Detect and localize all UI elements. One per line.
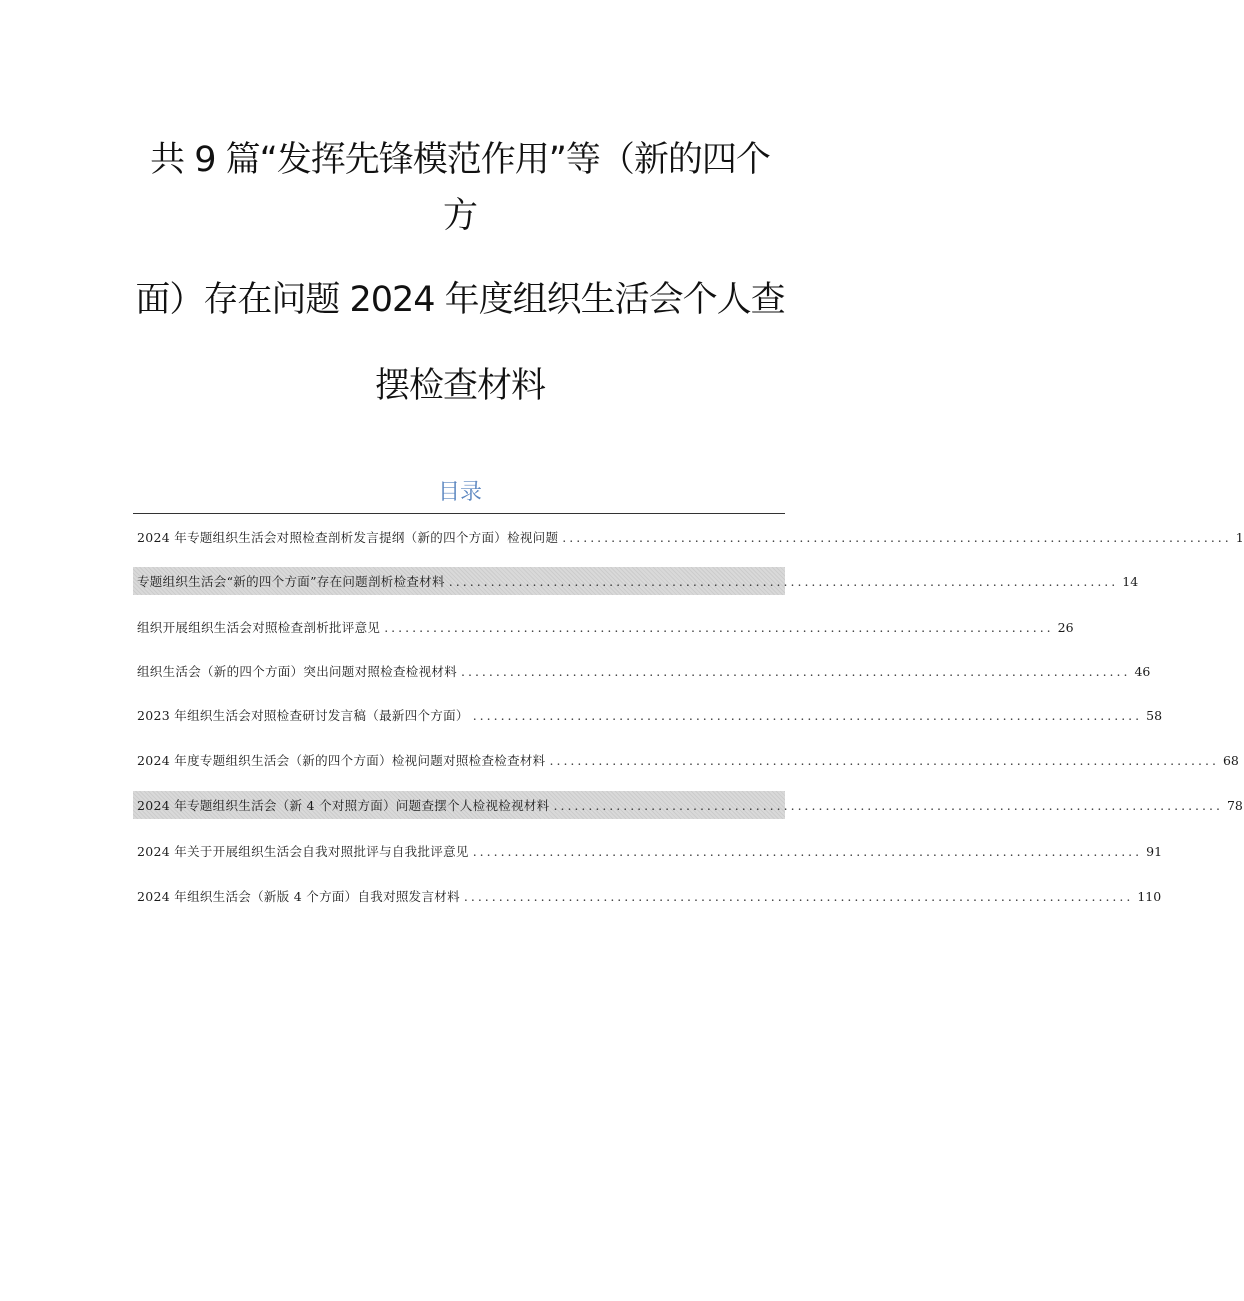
toc-leader-dots: ................................................................................................ <box>472 707 1143 723</box>
toc-leader-dots: ................................................................................................ <box>549 752 1219 768</box>
toc-entry-page: 58 <box>1146 707 1163 723</box>
toc-entry-text: 组织开展组织生活会对照检查剖析批评意见 <box>137 620 381 635</box>
toc-entry-page: 14 <box>1122 573 1139 589</box>
title-line-3: 面）存在问题 2024 年度组织生活会个人查 <box>135 280 785 320</box>
toc-entry-page: 91 <box>1146 843 1163 859</box>
toc-entry-2[interactable] <box>133 567 1139 595</box>
toc-divider <box>133 513 785 514</box>
title-line-4: 摆检查材料 <box>374 366 545 406</box>
toc-entry-page: 46 <box>1134 663 1151 679</box>
toc-entry-text: 2024 年组织生活会（新版 4 个方面）自我对照发言材料 <box>137 889 460 904</box>
toc-leader-dots: ................................................................................................ <box>461 663 1131 679</box>
toc-leader-dots: ................................................................................................ <box>472 843 1143 859</box>
title-line-1: 共 9 篇“发挥先锋模范作用”等（新的四个 <box>150 140 770 180</box>
toc-heading: 目录 <box>437 480 482 505</box>
toc-leader-dots: ................................................................................................ <box>562 529 1232 545</box>
toc-entry-6[interactable] <box>133 746 1239 774</box>
toc-entry-text: 2024 年度专题组织生活会（新的四个方面）检视问题对照检查检查材料 <box>137 753 546 768</box>
toc-entry-text: 2024 年专题组织生活会（新 4 个对照方面）问题查摆个人检视检视材料 <box>137 798 550 813</box>
toc-entry-page: 68 <box>1222 752 1239 768</box>
toc-leader-dots: ................................................................................................ <box>463 888 1134 904</box>
toc-entry-page: 1 <box>1235 529 1244 545</box>
toc-entry-text: 2024 年关于开展组织生活会自我对照批评与自我批评意见 <box>137 844 469 859</box>
toc-entry-3[interactable] <box>133 613 1074 641</box>
toc-entry-text: 组织生活会（新的四个方面）突出问题对照检查检视材料 <box>137 664 458 679</box>
toc-entry-text: 2024 年专题组织生活会对照检查剖析发言提纲（新的四个方面）检视问题 <box>137 530 559 545</box>
toc-entry-1[interactable] <box>133 523 1244 551</box>
toc-leader-dots: ................................................................................................ <box>384 619 1054 635</box>
title-line-2: 方 <box>442 196 477 236</box>
toc-entry-page: 110 <box>1137 888 1162 904</box>
toc-entry-7[interactable] <box>133 791 1243 819</box>
toc-entry-page: 26 <box>1057 619 1074 635</box>
toc-entry-8[interactable] <box>133 837 1163 865</box>
toc-leader-dots: ................................................................................................ <box>448 573 1119 589</box>
toc-leader-dots: ................................................................................................ <box>553 797 1223 813</box>
toc-entry-4[interactable] <box>133 657 1151 685</box>
toc-entry-9[interactable] <box>133 882 1162 910</box>
toc-entry-page: 78 <box>1226 797 1243 813</box>
toc-entry-5[interactable] <box>133 701 1163 729</box>
toc-entry-text: 专题组织生活会“新的四个方面”存在问题剖析检查材料 <box>137 574 445 589</box>
toc-entry-text: 2023 年组织生活会对照检查研讨发言稿（最新四个方面） <box>137 708 469 723</box>
